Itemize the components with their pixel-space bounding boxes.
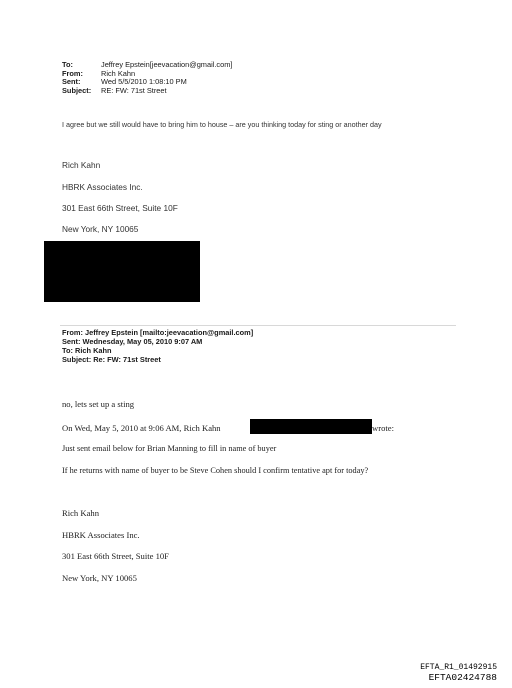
signature-1-name: Rich Kahn [62, 160, 101, 170]
header-to-label: To: [62, 60, 73, 69]
forwarded-sent: Sent: Wednesday, May 05, 2010 9:07 AM [62, 337, 203, 347]
email-header [62, 61, 232, 95]
signature-1-company: HBRK Associates Inc. [62, 182, 143, 192]
header-from-label: From: [62, 68, 83, 78]
thread-line-2: If he returns with name of buyer to be Steve Cohen should I confirm tentative apt for today? [62, 466, 369, 475]
header-to-row [62, 61, 232, 70]
header-subject-row [62, 87, 232, 96]
header-subject-label: Subject: [62, 85, 92, 95]
thread-on-line-suffix: wrote: [372, 423, 394, 433]
thread-line-1: Just sent email below for Brian Manning to fill in name of buyer [62, 444, 277, 453]
header-sent-label: Sent: [62, 77, 81, 87]
signature-1-address: 301 East 66th Street, Suite 10F [62, 203, 178, 213]
forwarded-header [62, 328, 253, 364]
signature-1-city: New York, NY 10065 [62, 224, 139, 234]
forwarded-to: To: Rich Kahn [62, 346, 112, 356]
reply-body: I agree but we still would have to bring him to house – are you thinking today for sting or another day [62, 120, 382, 129]
signature-2-company: HBRK Associates Inc. [62, 530, 140, 540]
header-from-value: Rich Kahn [101, 68, 136, 78]
signature-2-address: 301 East 66th Street, Suite 10F [62, 551, 169, 561]
signature-2-city: New York, NY 10065 [62, 573, 137, 583]
forwarded-from: From: Jeffrey Epstein [mailto:jeevacation@gmail.com] [62, 328, 254, 337]
forwarded-subject: Subject: Re: FW: 71st Street [62, 355, 161, 365]
signature-2-name: Rich Kahn [62, 508, 99, 518]
footer-id-large: EFTA02424788 [428, 672, 497, 683]
header-sent-value: Wed 5/5/2010 1:08:10 PM [101, 77, 187, 87]
header-subject-value: RE: FW: 71st Street [101, 85, 167, 95]
thread-on-line-prefix: On Wed, May 5, 2010 at 9:06 AM, Rich Kahn [62, 423, 221, 433]
header-to-value: Jeffrey Epstein[jeevacation@gmail.com] [101, 60, 233, 69]
redaction-block [44, 241, 200, 302]
divider-rule [60, 325, 456, 326]
thread-message: no, lets set up a sting [62, 399, 135, 409]
inline-redaction [250, 419, 372, 434]
footer-id-small: EFTA_R1_01492915 [420, 663, 497, 672]
